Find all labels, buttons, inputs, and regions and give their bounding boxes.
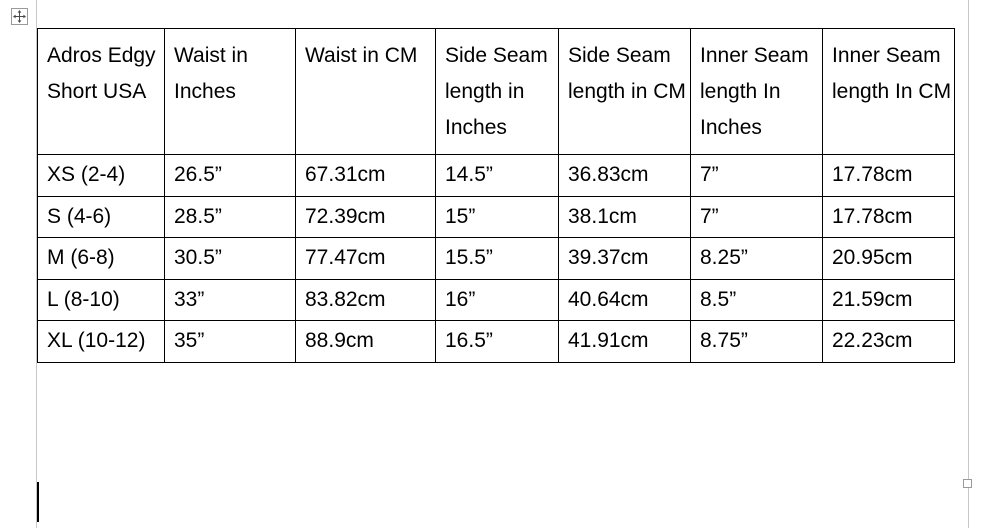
table-cell-waist-inches: 26.5” — [165, 155, 296, 196]
table-cell-inner-seam-inches: 7” — [691, 155, 823, 196]
table-cell-side-seam-cm: 39.37cm — [559, 238, 691, 279]
size-chart-table — [37, 28, 955, 363]
table-cell-inner-seam-inches: 8.5” — [691, 279, 823, 320]
table-cell-waist-cm: 67.31cm — [296, 155, 436, 196]
table-cell-side-seam-inches: 16” — [436, 279, 559, 320]
table-cell-size: XS (2-4) — [38, 155, 165, 196]
table-cell-inner-seam-cm: 17.78cm — [823, 196, 955, 237]
table-cell-side-seam-cm: 41.91cm — [559, 321, 691, 362]
table-cell-waist-inches: 30.5” — [165, 238, 296, 279]
table-row — [38, 155, 955, 196]
table-header-cell-side-seam-cm: Side Seam length in CM — [559, 29, 691, 155]
table-header-cell-inner-seam-cm: Inner Seam length In CM — [823, 29, 955, 155]
table-cell-side-seam-inches: 14.5” — [436, 155, 559, 196]
table-cell-waist-cm: 83.82cm — [296, 279, 436, 320]
table-cell-waist-cm: 88.9cm — [296, 321, 436, 362]
table-cell-waist-inches: 33” — [165, 279, 296, 320]
table-cell-side-seam-cm: 38.1cm — [559, 196, 691, 237]
table-cell-waist-inches: 35” — [165, 321, 296, 362]
table-header-cell-waist-cm: Waist in CM — [296, 29, 436, 155]
table-cell-waist-cm: 72.39cm — [296, 196, 436, 237]
table-resize-handle[interactable] — [963, 479, 972, 488]
table-row — [38, 196, 955, 237]
table-cell-size: S (4-6) — [38, 196, 165, 237]
table-cell-inner-seam-cm: 20.95cm — [823, 238, 955, 279]
text-cursor — [37, 482, 39, 522]
table-cell-waist-inches: 28.5” — [165, 196, 296, 237]
move-arrows-icon — [12, 9, 27, 24]
table-cell-size: M (6-8) — [38, 238, 165, 279]
table-cell-inner-seam-inches: 7” — [691, 196, 823, 237]
table-header-row — [38, 29, 955, 155]
table-cell-inner-seam-cm: 22.23cm — [823, 321, 955, 362]
table-cell-inner-seam-cm: 21.59cm — [823, 279, 955, 320]
table-cell-waist-cm: 77.47cm — [296, 238, 436, 279]
page-right-margin-line — [968, 0, 969, 528]
table-cell-size: XL (10-12) — [38, 321, 165, 362]
table-cell-inner-seam-inches: 8.75” — [691, 321, 823, 362]
table-header-cell-product: Adros Edgy Short USA — [38, 29, 165, 155]
table-cell-side-seam-cm: 40.64cm — [559, 279, 691, 320]
table-cell-side-seam-inches: 16.5” — [436, 321, 559, 362]
table-row — [38, 279, 955, 320]
table-cell-side-seam-inches: 15.5” — [436, 238, 559, 279]
table-header-cell-waist-inches: Waist in Inches — [165, 29, 296, 155]
table-row — [38, 238, 955, 279]
table-header-cell-side-seam-inches: Side Seam length in Inches — [436, 29, 559, 155]
table-cell-inner-seam-cm: 17.78cm — [823, 155, 955, 196]
table-cell-side-seam-inches: 15” — [436, 196, 559, 237]
table-cell-side-seam-cm: 36.83cm — [559, 155, 691, 196]
table-row — [38, 321, 955, 362]
table-cell-inner-seam-inches: 8.25” — [691, 238, 823, 279]
table-header-cell-inner-seam-inches: Inner Seam length In Inches — [691, 29, 823, 155]
table-cell-size: L (8-10) — [38, 279, 165, 320]
table-move-handle[interactable] — [11, 8, 28, 25]
